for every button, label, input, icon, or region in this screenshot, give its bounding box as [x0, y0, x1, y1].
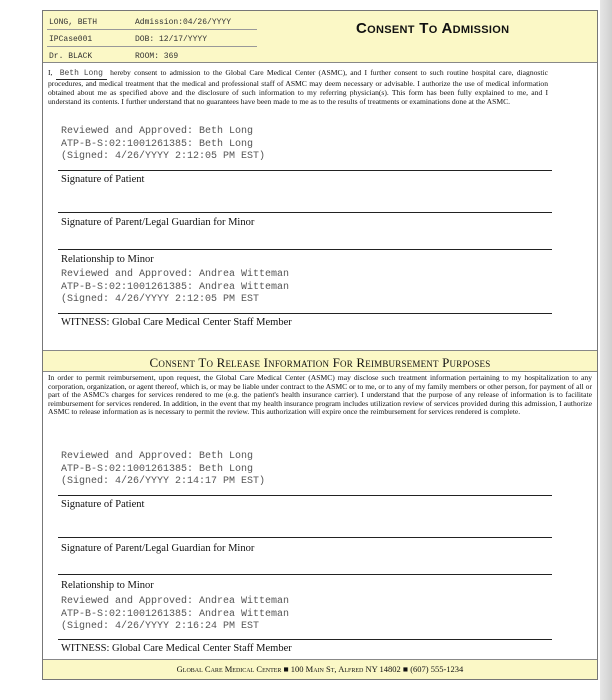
- header-divider: [47, 29, 257, 30]
- signature-line: [58, 170, 552, 171]
- sig-line: Reviewed and Approved: Andrea Witteman: [61, 269, 290, 280]
- patient-e-signature: [61, 126, 265, 164]
- witness-e-signature: [61, 596, 289, 634]
- footer-org: Global Care Medical Center: [176, 664, 282, 674]
- footer-phone: (607) 555-1234: [410, 664, 464, 674]
- consent-form-page: [42, 10, 598, 680]
- room-number: ROOM: 369: [135, 52, 179, 61]
- sig-line: (Signed: 4/26/YYYY 2:12:05 PM EST): [61, 151, 266, 162]
- para-body: hereby consent to admission to the Global Care Medical Center (ASMC), and I further consent to such routine hospital care, diagnostic procedures, and medical treatment that the medical and professional staff of ASMC may deem necessary or advisable. I authorize the use of medical information obtained about me as specified above and the disclosure of such information to my referring physician(s). This form has been fully explained to me, and I understand its contents. I further understand that no guarantees have been made to me as to the results of treatments or examinations done at the ASMC.: [48, 68, 548, 106]
- sig-line: ATP-B-S:02:1001261385: Beth Long: [61, 138, 254, 150]
- form-title: Consent To Admission: [356, 20, 510, 37]
- signature-line: [58, 639, 552, 640]
- label-relationship: Relationship to Minor: [61, 254, 154, 265]
- consent-admission-paragraph: [48, 69, 548, 107]
- patient-e-signature: [61, 451, 265, 489]
- sig-line: Reviewed and Approved: Beth Long: [61, 126, 254, 137]
- footer-text: [43, 664, 597, 674]
- signature-line: [58, 249, 552, 250]
- signature-line: [58, 212, 552, 213]
- patient-name: LONG, BETH: [49, 18, 98, 27]
- patient-header: [43, 11, 597, 63]
- sig-line: ATP-B-S:02:1001261385: Beth Long: [61, 463, 254, 475]
- footer-address: 100 Main St, Alfred NY 14802: [290, 664, 401, 674]
- witness-e-signature: [61, 269, 289, 307]
- signature-line: [58, 313, 552, 314]
- label-signature-guardian: Signature of Parent/Legal Guardian for Minor: [61, 543, 255, 554]
- square-bullet-icon: ■: [283, 664, 289, 674]
- label-signature-patient: Signature of Patient: [61, 174, 145, 185]
- sig-line: ATP-B-S:02:1001261385: Andrea Witteman: [61, 608, 290, 620]
- release-section-header: [43, 350, 597, 372]
- square-bullet-icon: ■: [402, 664, 409, 674]
- sig-line: Reviewed and Approved: Andrea Witteman: [61, 596, 290, 607]
- window-edge-shadow: [600, 0, 612, 700]
- sig-line: (Signed: 4/26/YYYY 2:16:24 PM EST: [61, 621, 260, 632]
- consent-release-paragraph: In order to permit reimbursement, upon request, the Global Care Medical Center (ASMC) may disclose such treatment information pertaining to my hospitalization to any corporation, organization, or agent thereof, which is, or may be liable under contract to the ASMC or to me, or to any of my family members or other person, for payment of all or part of the ASMC's charges for services rendered to me (e.g. the patient's health insurance carrier). I understand that the purpose of any release of information is to facilitate reimbursement for services rendered. In addition, in the event that my health insurance program includes utilization review of services provided during this admission, I authorize ASMC to release information as is necessary to permit the review. This authorization will expire once the reimbursement for services rendered is complete.: [48, 373, 592, 417]
- label-witness: WITNESS: Global Care Medical Center Staff Member: [61, 643, 292, 654]
- header-divider: [47, 46, 257, 47]
- signature-line: [58, 537, 552, 538]
- label-signature-patient: Signature of Patient: [61, 499, 145, 510]
- sig-line: (Signed: 4/26/YYYY 2:14:17 PM EST): [61, 476, 266, 487]
- signature-line: [58, 495, 552, 496]
- label-relationship: Relationship to Minor: [61, 580, 154, 591]
- patient-name-blank: Beth Long: [56, 70, 107, 80]
- case-id: IPCase001: [49, 35, 93, 44]
- sig-line: ATP-B-S:02:1001261385: Andrea Witteman: [61, 281, 290, 293]
- para-prefix: I,: [48, 68, 53, 77]
- form-footer: [43, 659, 597, 679]
- label-signature-guardian: Signature of Parent/Legal Guardian for Minor: [61, 217, 255, 228]
- doctor-name: Dr. BLACK: [49, 52, 93, 61]
- sig-line: (Signed: 4/26/YYYY 2:12:05 PM EST: [61, 294, 260, 305]
- admission-date: Admission:04/26/YYYY: [135, 18, 232, 27]
- label-witness: WITNESS: Global Care Medical Center Staff Member: [61, 317, 292, 328]
- release-section-title: Consent To Release Information For Reimbursement Purposes: [149, 355, 491, 370]
- sig-line: Reviewed and Approved: Beth Long: [61, 451, 254, 462]
- date-of-birth: DOB: 12/17/YYYY: [135, 35, 208, 44]
- signature-line: [58, 574, 552, 575]
